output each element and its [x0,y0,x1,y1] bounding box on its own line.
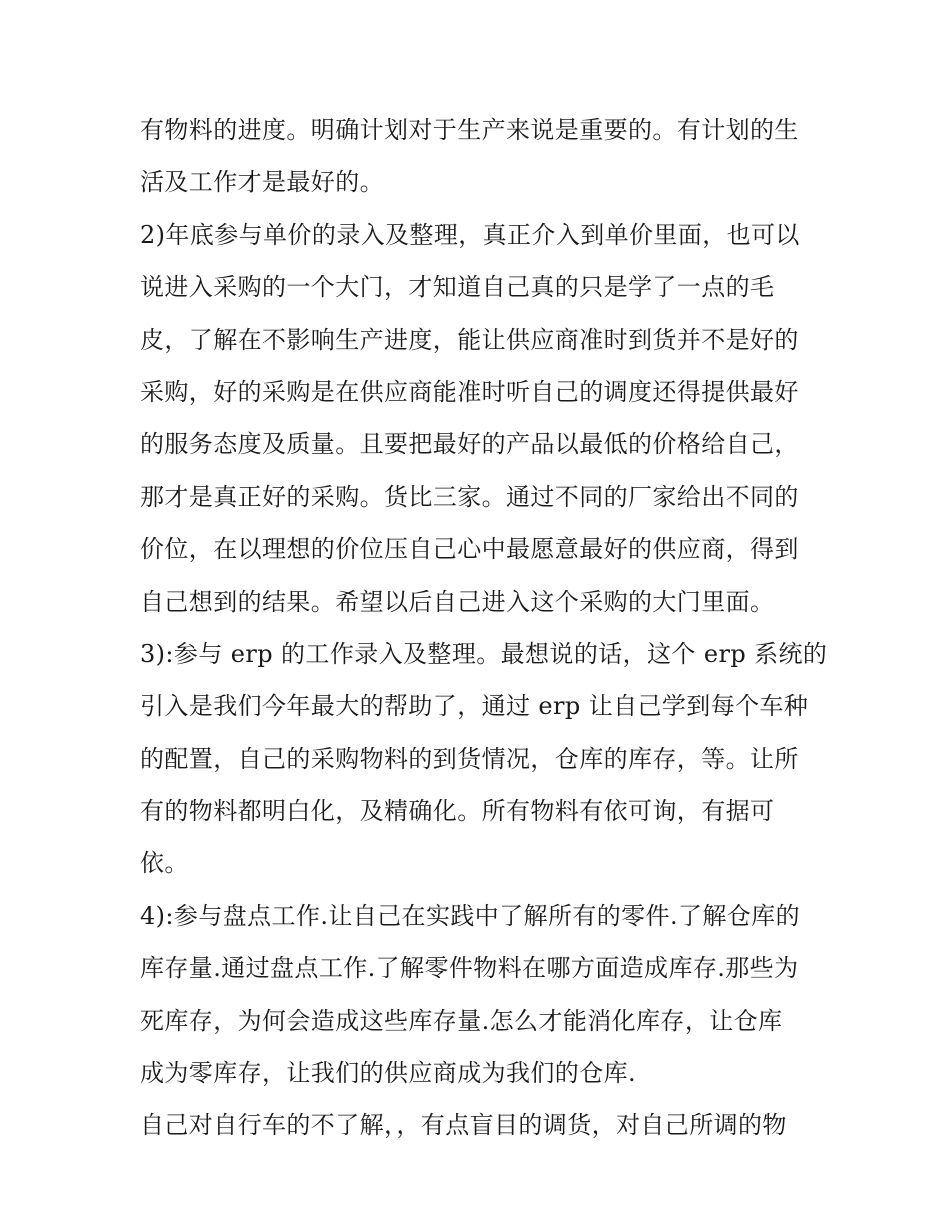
text-line: 的配置，自己的采购物料的到货情况，仓库的库存，等。让所 [140,744,799,773]
text-line: 成为零库存，让我们的供应商成为我们的仓库. [140,1059,637,1088]
text-line: 说进入采购的一个大门，才知道自己真的只是学了一点的毛 [140,273,775,302]
text-line: 自己想到的结果。希望以后自己进入这个采购的大门里面。 [140,587,775,616]
text-line: 2)年底参与单价的录入及整理，真正介入到单价里面，也可以 [140,220,800,249]
text-line: 自己对自行车的不了解，，有点盲目的调货，对自己所调的物 [140,1111,787,1140]
text-line: 库存量.通过盘点工作.了解零件物料在哪方面造成库存.那些为 [140,954,799,983]
text-line: 引入是我们今年最大的帮助了，通过 erp 让自己学到每个车种 [140,692,809,721]
text-line: 依。 [140,849,189,878]
text-line: 死库存，为何会造成这些库存量.怎么才能消化库存，让仓库 [140,1006,783,1035]
document-body [140,104,828,1152]
text-line: 4):参与盘点工作.让自己在实践中了解所有的零件.了解仓库的 [140,901,800,930]
text-line: 活及工作才是最好的。 [140,168,384,197]
text-line: 那才是真正好的采购。货比三家。通过不同的厂家给出不同的 [140,482,799,511]
text-line: 价位，在以理想的价位压自己心中最愿意最好的供应商，得到 [140,535,799,564]
text-line: 有的物料都明白化，及精确化。所有物料有依可询，有据可 [140,797,775,826]
text-line: 采购，好的采购是在供应商能准时听自己的调度还得提供最好 [140,377,799,406]
text-line: 的服务态度及质量。且要把最好的产品以最低的价格给自己， [140,430,799,459]
text-line: 有物料的进度。明确计划对于生产来说是重要的。有计划的生 [140,116,799,144]
text-line: 皮，了解在不影响生产进度，能让供应商准时到货并不是好的 [140,325,799,354]
text-line: 3):参与 erp 的工作录入及整理。最想说的话，这个 erp 系统的 [140,639,828,668]
